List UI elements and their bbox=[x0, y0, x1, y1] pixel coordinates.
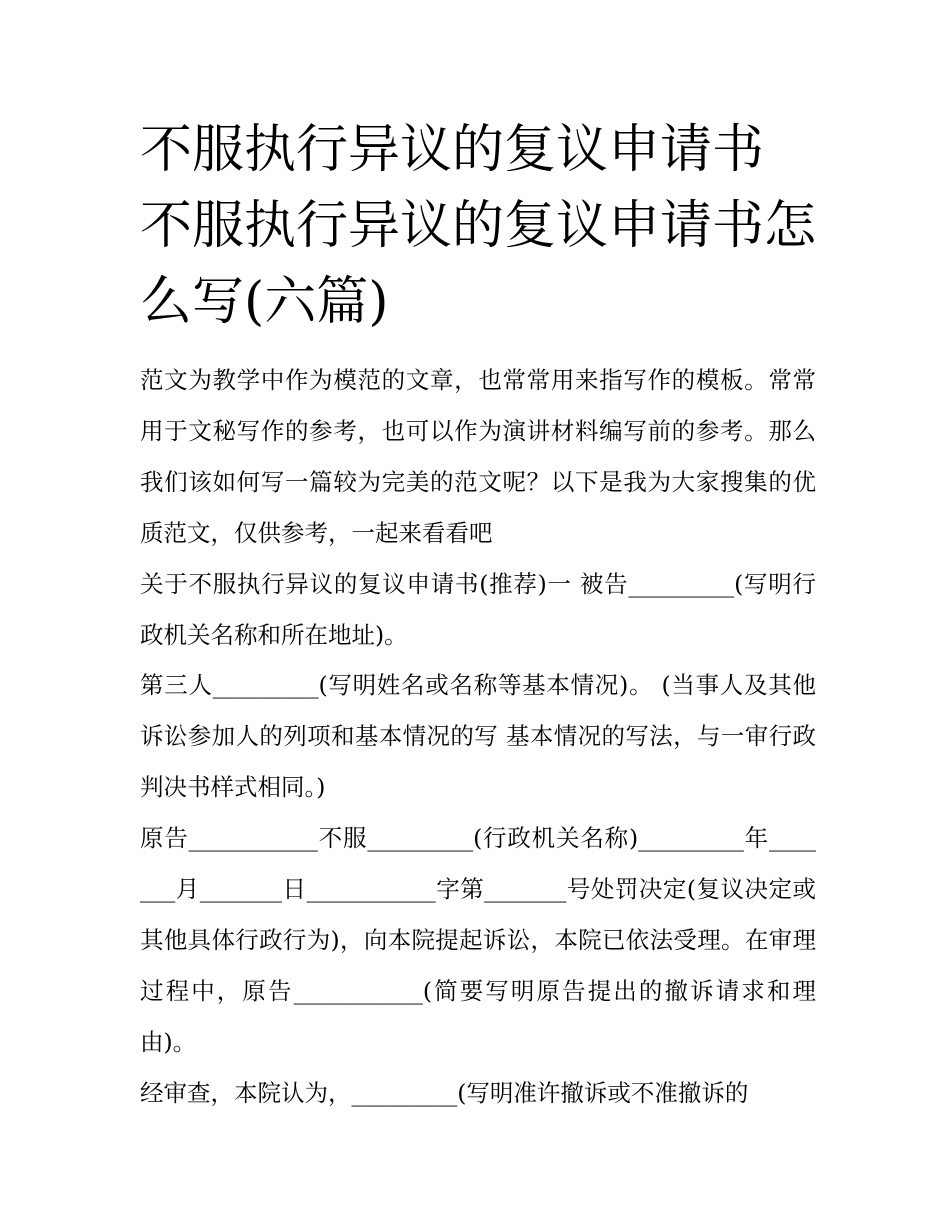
review-paragraph: 经审查，本院认为，_________(写明准许撤诉或不准撤诉的 bbox=[140, 1079, 749, 1107]
defendant-paragraph: 关于不服执行异议的复议申请书(推荐)一 被告_________(写明行政机关名称和所在地址)。 bbox=[140, 570, 816, 649]
plaintiff-paragraph: 原告___________不服_________(行政机关名称)_________年_______月_______日___________字第_______号处罚决定(复议决定或其他具体行政行为)，向本院提起诉讼，本院已依法受理。在审理过程中，原告___________(简要写明原告提出的撤诉请求和理由)。 bbox=[140, 824, 816, 1056]
third-party-paragraph: 第三人_________(写明姓名或名称等基本情况)。 (当事人及其他诉讼参加人的列项和基本情况的写 基本情况的写法，与一审行政判决书样式相同。) bbox=[140, 671, 816, 801]
intro-paragraph: 范文为教学中作为模范的文章，也常常用来指写作的模板。常常用于文秘写作的参考，也可以作为演讲材料编写前的参考。那么我们该如何写一篇较为完美的范文呢？以下是我为大家搜集的优质范文，仅供参考，一起来看看吧 bbox=[140, 366, 816, 547]
document-page bbox=[140, 0, 816, 1229]
document-title: 不服执行异议的复议申请书 不服执行异议的复议申请书怎么写(六篇) bbox=[140, 120, 817, 332]
